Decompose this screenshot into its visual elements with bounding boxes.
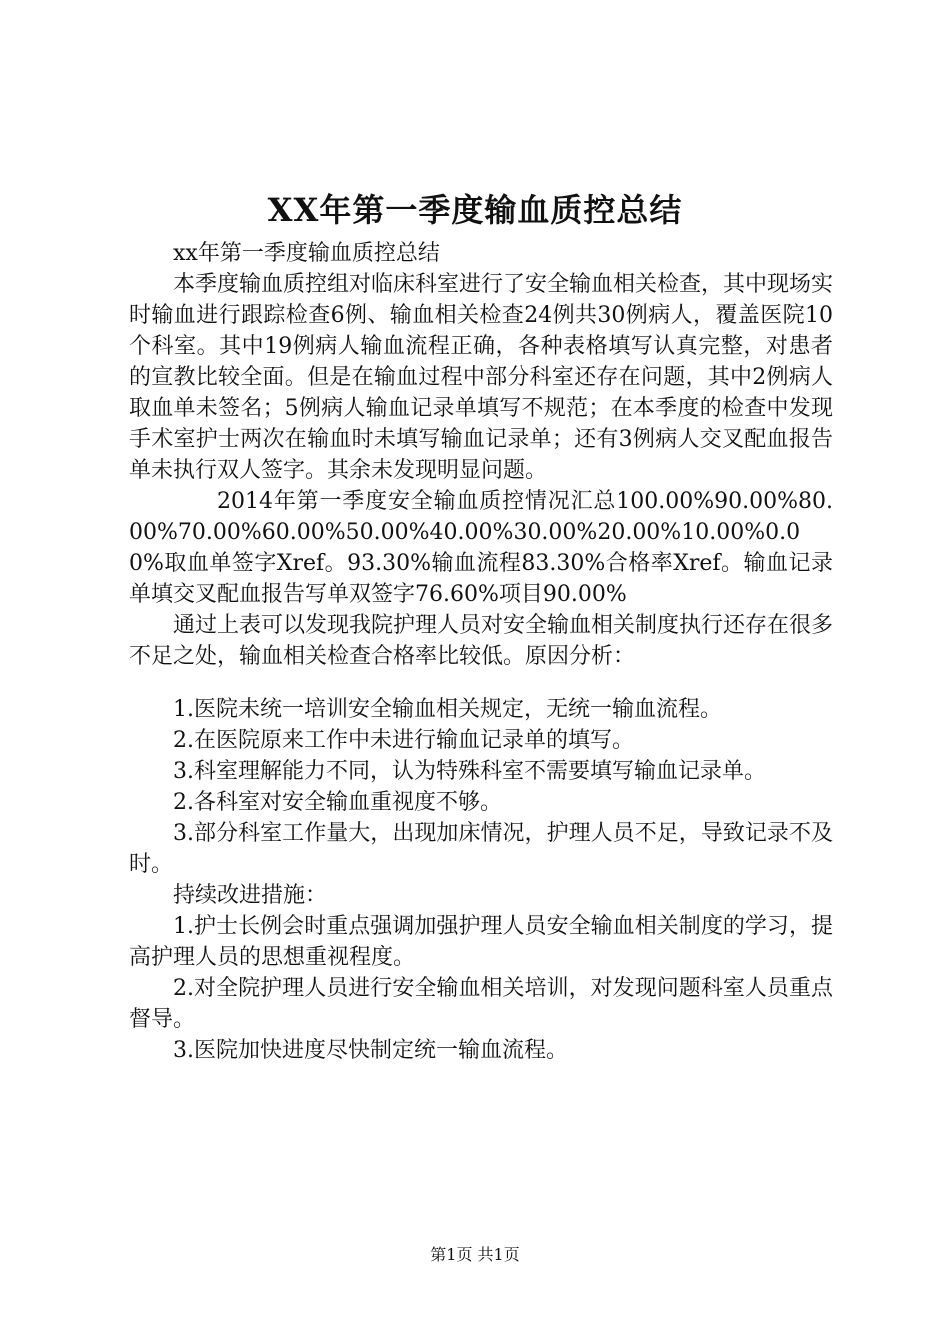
paragraph-inspection-summary: 本季度输血质控组对临床科室进行了安全输血相关检查，其中现场实时输血进行跟踪检查6例、输血相关检查24例共30例病人，覆盖医院10个科室。其中19例病人输血流程正确，各种表格填写认真完整，对患者的宣教比较全面。但是在输血过程中部分科室还存在问题，其中2例病人取血单未签名；5例病人输血记录单填写不规范；在本季度的检查中发现手术室护士两次在输血时未填写输血记录单；还有3例病人交叉配血报告单未执行双人签字。其余未发现明显问题。 xyxy=(129,272,834,483)
measure-item: 1.护士长例会时重点强调加强护理人员安全输血相关制度的学习，提高护理人员的思想重视程度。 xyxy=(129,914,833,970)
document-title: XX年第一季度输血质控总结 xyxy=(267,191,683,229)
document-body xyxy=(129,238,833,1066)
measures-heading: 持续改进措施： xyxy=(173,883,328,908)
paragraph-analysis-intro: 通过上表可以发现我院护理人员对安全输血相关制度执行还存在很多不足之处，输血相关检查合格率比较低。原因分析： xyxy=(129,613,834,669)
paragraph-gap xyxy=(129,672,833,694)
measure-item: 2.对全院护理人员进行安全输血相关培训，对发现问题科室人员重点督导。 xyxy=(129,976,833,1032)
reason-item: 3.部分科室工作量大，出现加床情况，护理人员不足，导致记录不及时。 xyxy=(129,821,833,877)
paragraph-chart-summary: 2014年第一季度安全输血质控情况汇总100.00%90.00%80.00%70.00%60.00%50.00%40.00%30.00%20.00%10.00%0.00%取血单签字Xref。93.30%输血流程83.30%合格率Xref。输血记录单填交叉配血报告写单双签字76.60%项目90.00% xyxy=(129,489,833,607)
document-subtitle: xx年第一季度输血质控总结 xyxy=(173,241,440,266)
reason-item: 3.科室理解能力不同，认为特殊科室不需要填写输血记录单。 xyxy=(173,759,766,784)
page-footer: 第1页 共1页 xyxy=(430,1245,520,1264)
reason-item: 2.各科室对安全输血重视度不够。 xyxy=(173,790,502,815)
reason-item: 1.医院未统一培训安全输血相关规定，无统一输血流程。 xyxy=(173,697,722,722)
reason-item: 2.在医院原来工作中未进行输血记录单的填写。 xyxy=(173,728,634,753)
measure-item: 3.医院加快进度尽快制定统一输血流程。 xyxy=(173,1038,568,1063)
